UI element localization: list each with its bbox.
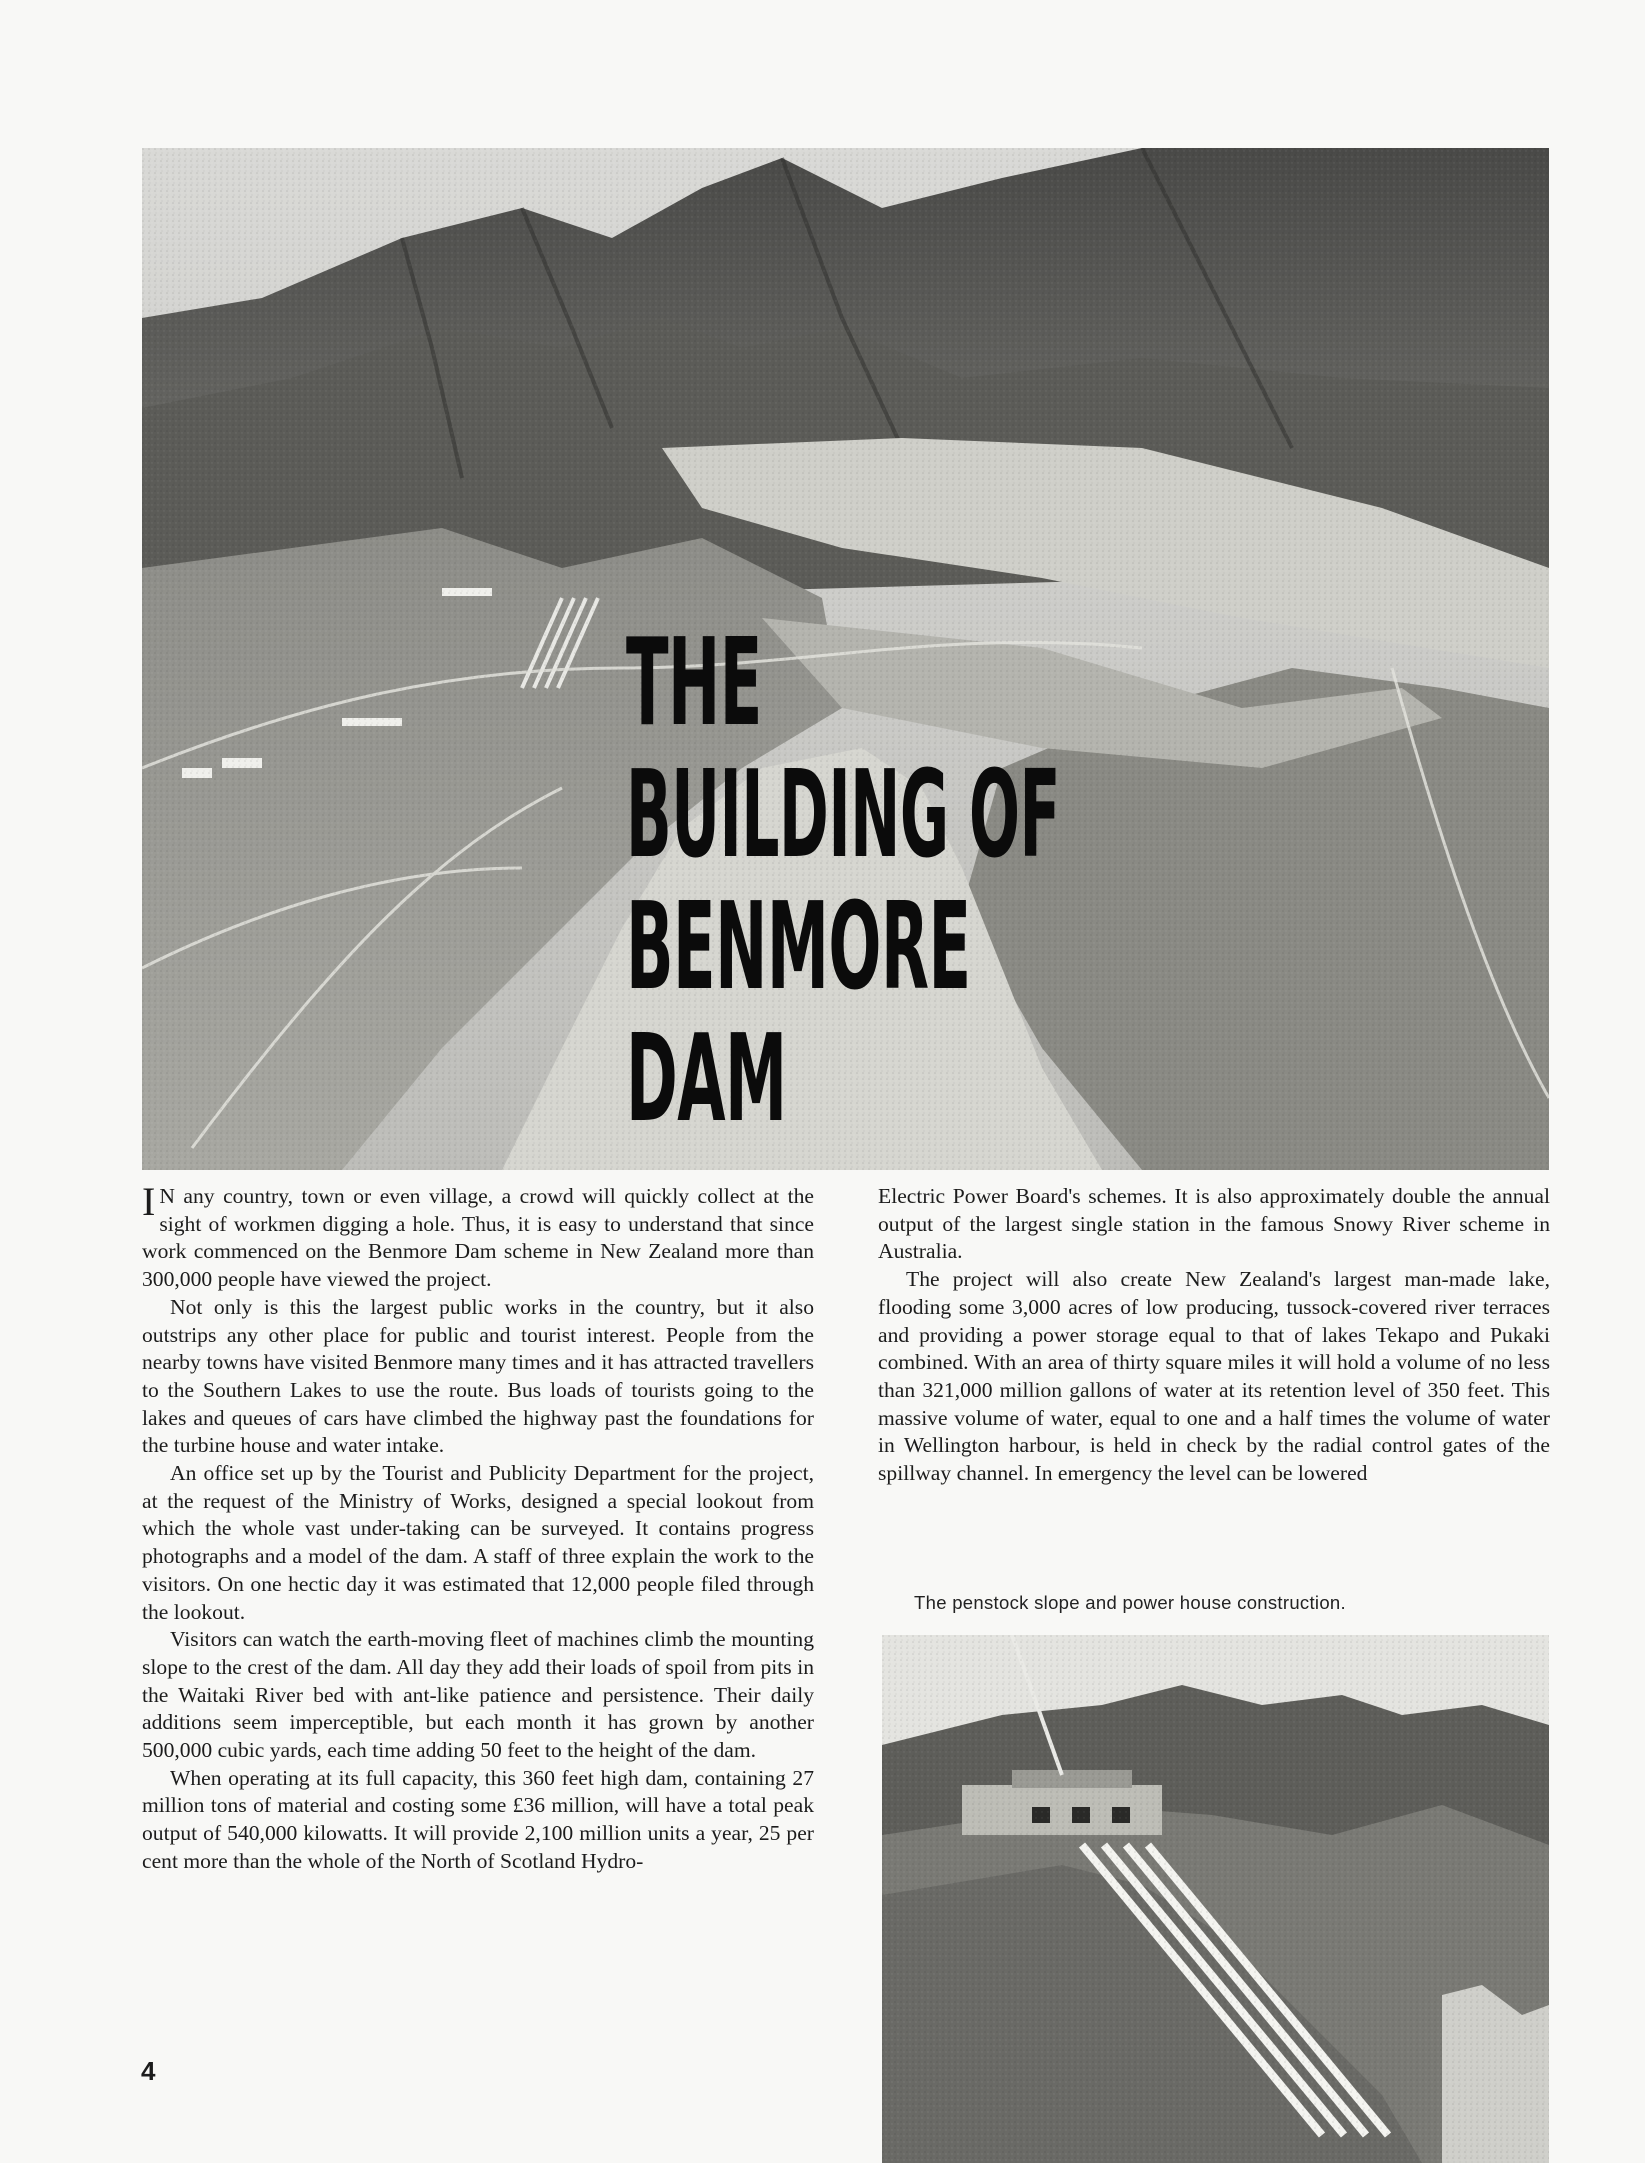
paragraph-2: Not only is this the largest public works in the country, but it also outstrips any other place for public and tourist interest. People from the nearby towns have visited Benmore many times and it has attracted travellers to the Southern Lakes to use the route. Bus loads of tourists going to the lakes and queues of cars have climbed the highway past the foundations for the turbine house and water intake. [142, 1294, 814, 1458]
paragraph-1 [142, 1179, 814, 1294]
paragraph-1-text: N any country, town or even village, a crowd will quickly collect at the sight of workmen digging a hole. Thus, it is easy to understand that since work commenced on the Benmore Dam scheme in New Zealand more than 300,000 people have viewed the project. [142, 1184, 814, 1292]
paragraph-3: An office set up by the Tourist and Publicity Department for the project, at the request of the Ministry of Works, designed a special lookout from which the whole vast under-taking can be surveyed. It contains progress photographs and a model of the dam. A staff of three explain the work to the visitors. On one hectic day it was estimated that 12,000 people filed through the lookout. [142, 1461, 814, 1624]
paragraph-4: Visitors can watch the earth-moving fleet of machines climb the mounting slope to the crest of the dam. All day they add their loads of spoil from pits in the Waitaki River bed with ant-like patience and persistence. Their daily additions seem imperceptible, but each month it has grown by another 500,000 cubic yards, each time adding 50 feet to the height of the dam. [142, 1627, 814, 1763]
paragraph-7: The project will also create New Zealand's largest man-made lake, flooding some 3,000 acres of low producing, tussock-covered river terraces and providing a power storage equal to that of lakes Tekapo and Pukaki combined. With an area of thirty square miles it will hold a volume of no less than 321,000 million gallons of water at its retention level of 350 feet. This massive volume of water, equal to one and a half times the volume of water in Wellington harbour, is held in check by the radial control gates of the spillway channel. In emergency the level can be lowered [878, 1267, 1550, 1486]
photo-caption: The penstock slope and power house construction. [914, 1592, 1346, 1613]
headline-line-1: THE [626, 614, 762, 753]
headline-line-3: BENMORE [626, 878, 971, 1017]
paragraph-6: Electric Power Board's schemes. It is also approximately double the annual output of the largest single station in the famous Snowy River scheme in Australia. [878, 1184, 1550, 1264]
headline-line-2: BUILDING OF [626, 746, 1060, 885]
drop-cap: I [142, 1179, 156, 1224]
headline-line-4: DAM [626, 1010, 787, 1149]
paragraph-5: When operating at its full capacity, this 360 feet high dam, containing 27 million tons of material and costing some £36 million, will have a total peak output of 540,000 kilowatts. It will provide 2,100 million units a year, 25 per cent more than the whole of the North of Scotland Hydro- [142, 1765, 814, 1873]
page-number: 4 [141, 2056, 156, 2086]
penstock-photo-graphic [882, 1635, 1549, 2163]
article-column-left [142, 1179, 814, 1876]
penstock-photo [882, 1635, 1549, 2163]
article-column-right [878, 1183, 1550, 1488]
article-headline [626, 614, 1146, 1149]
